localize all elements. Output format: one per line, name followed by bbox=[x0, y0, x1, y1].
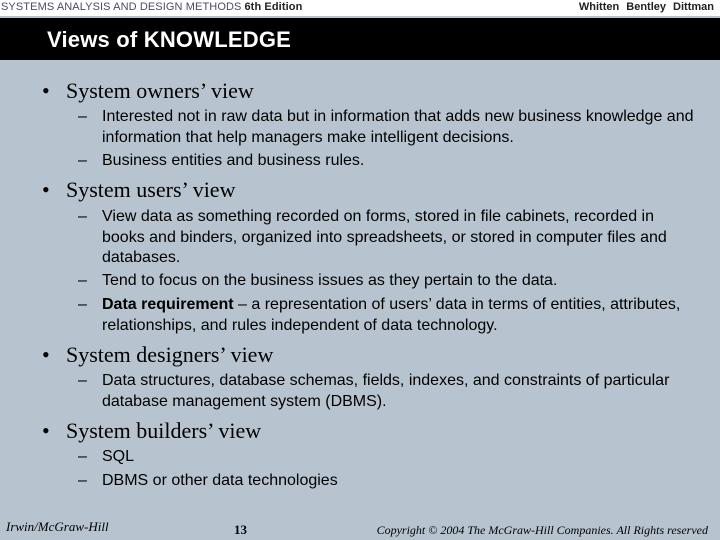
dash-icon: – bbox=[78, 208, 87, 225]
bullet-dot-icon: • bbox=[42, 342, 50, 367]
dash-icon: – bbox=[78, 152, 87, 169]
dash-icon: – bbox=[78, 108, 87, 125]
dash-icon: – bbox=[78, 372, 87, 389]
bullet-label: System builders’ view bbox=[66, 418, 262, 443]
sub-item-text bbox=[78, 295, 698, 336]
sub-item bbox=[78, 151, 698, 172]
sub-item bbox=[78, 471, 698, 492]
sub-item bbox=[78, 107, 698, 148]
sub-item bbox=[78, 371, 698, 412]
term-data-requirement: Data requirement bbox=[102, 296, 234, 313]
dash-icon: – bbox=[78, 472, 87, 489]
slide-title: Views of KNOWLEDGE bbox=[47, 27, 291, 52]
term-definition: – a representation of users’ data in terms of entities, attributes, relationships, and rules independent of data technology. bbox=[102, 296, 681, 334]
bullet-dot-icon: • bbox=[42, 177, 50, 202]
sub-item-text: DBMS or other data technologies bbox=[102, 472, 338, 489]
edition-label: 6th Edition bbox=[244, 1, 303, 13]
bullet-dot-icon: • bbox=[42, 78, 50, 103]
bullet-label: System designers’ view bbox=[66, 342, 274, 367]
sub-item bbox=[78, 295, 698, 336]
sub-item-text: View data as something recorded on forms, stored in file cabinets, recorded in books and binders, organized into spreadsheets, or stored in computer files and databases. bbox=[102, 208, 667, 266]
sub-item-text: Tend to focus on the business issues as they pertain to the data. bbox=[102, 272, 558, 289]
dash-icon: – bbox=[78, 272, 87, 289]
sub-item bbox=[78, 207, 698, 269]
bullet-builders-view bbox=[42, 418, 261, 444]
book-title-text: SYSTEMS ANALYSIS AND DESIGN METHODS bbox=[1, 1, 242, 13]
sub-item-text: SQL bbox=[102, 448, 135, 465]
bullet-label: System users’ view bbox=[66, 177, 236, 202]
sub-item-text: Business entities and business rules. bbox=[102, 152, 365, 169]
bullet-users-view bbox=[42, 177, 235, 203]
authors-label: Whitten Bentley Dittman bbox=[578, 1, 714, 13]
dash-icon: – bbox=[78, 448, 87, 465]
bullet-label: System owners’ view bbox=[66, 78, 254, 103]
bullet-dot-icon: • bbox=[42, 418, 50, 443]
dash-icon: – bbox=[78, 296, 87, 313]
sub-item-text: Data structures, database schemas, fields, indexes, and constraints of particular database management system (DBMS). bbox=[102, 372, 670, 410]
sub-item bbox=[78, 271, 698, 292]
page-number: 13 bbox=[234, 522, 247, 537]
bullet-designers-view bbox=[42, 342, 273, 368]
sub-item bbox=[78, 447, 698, 468]
bullet-owners-view bbox=[42, 78, 254, 104]
copyright-label: Copyright © 2004 The McGraw-Hill Companies. All Rights reserved bbox=[376, 523, 708, 537]
publisher-label: Irwin/McGraw-Hill bbox=[6, 519, 109, 534]
sub-item-text: Interested not in raw data but in information that adds new business knowledge and information that help managers make intelligent decisions. bbox=[102, 108, 694, 146]
